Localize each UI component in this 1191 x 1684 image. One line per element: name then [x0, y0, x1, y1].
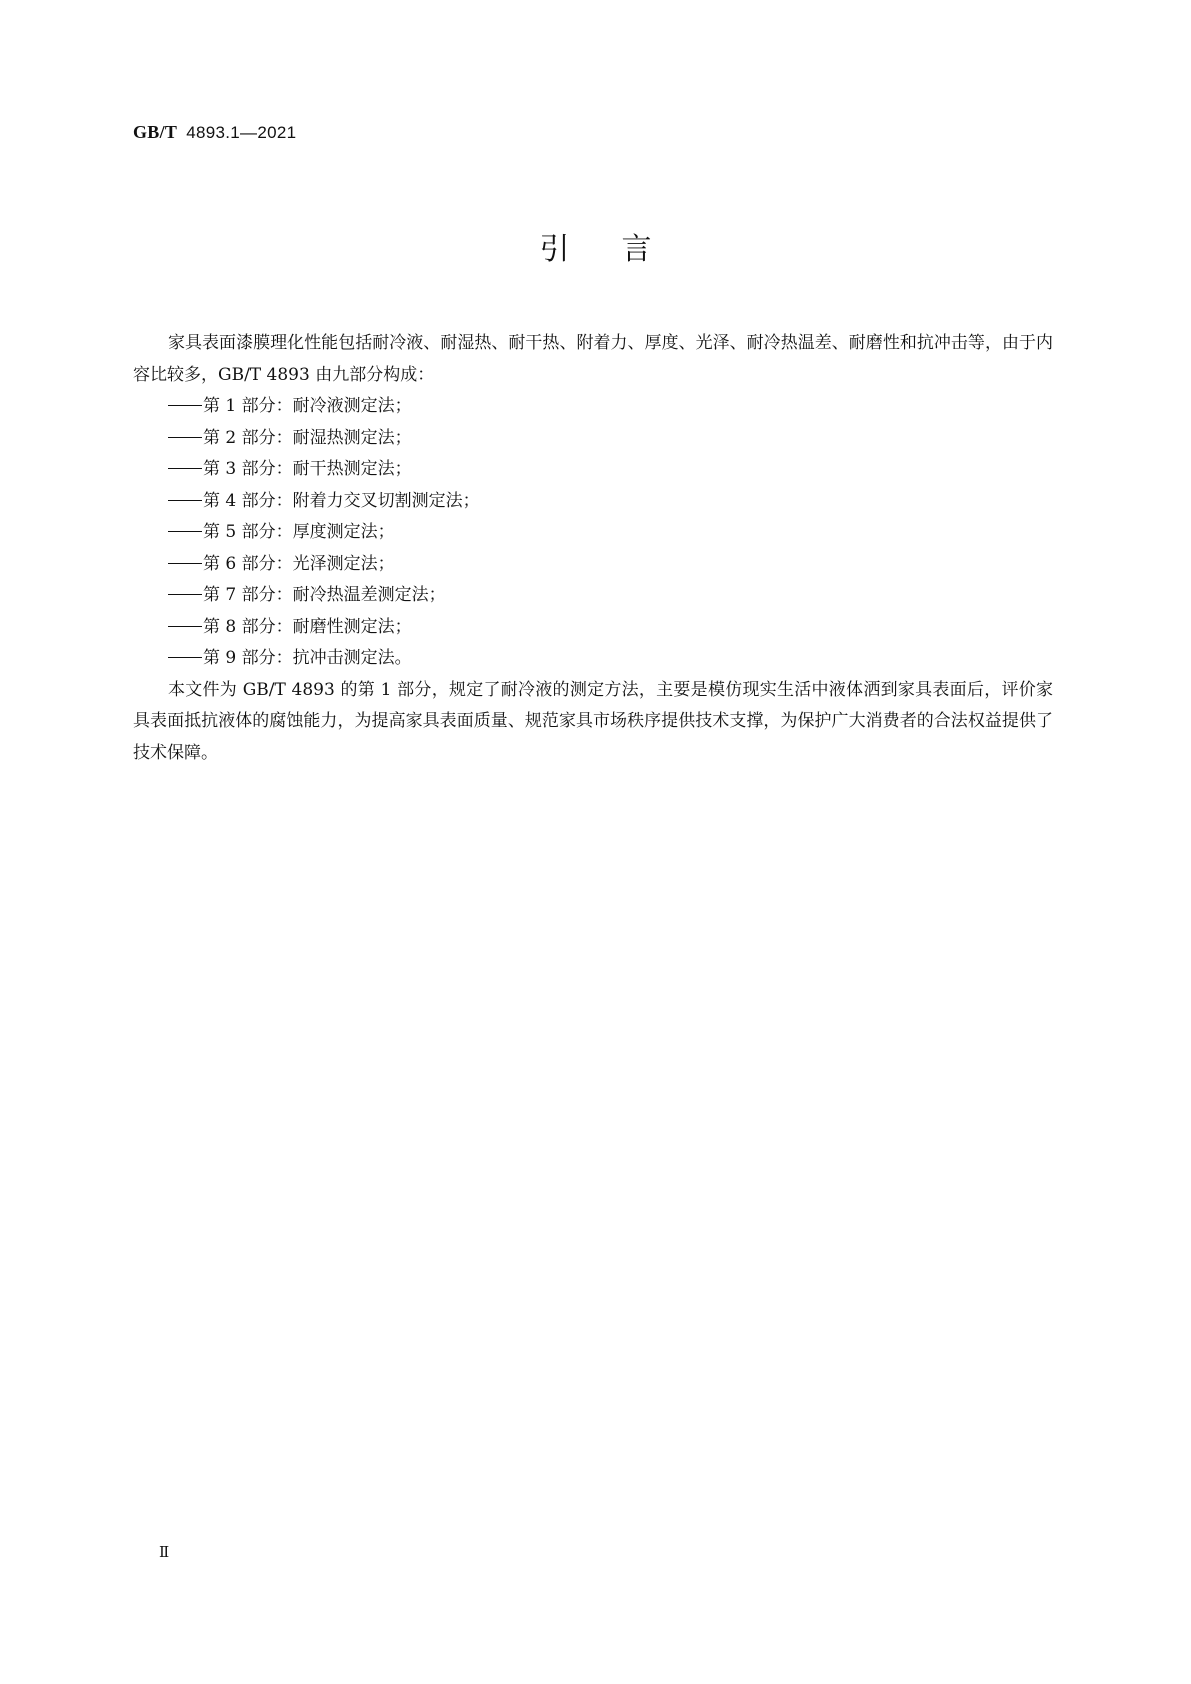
list-item: [133, 580, 1053, 612]
em-dash: [168, 657, 202, 658]
list-item: [133, 391, 1053, 423]
list-item: [133, 517, 1053, 549]
list-item-text: 第 2 部分：耐湿热测定法；: [203, 427, 412, 448]
document-body: [133, 328, 1053, 769]
standard-prefix: GB/T: [133, 122, 178, 142]
list-item: [133, 549, 1053, 581]
intro-paragraph: 家具表面漆膜理化性能包括耐冷液、耐湿热、耐干热、附着力、厚度、光泽、耐冷热温差、耐磨性和抗冲击等，由于内容比较多，GB/T 4893 由九部分构成：: [133, 333, 1053, 385]
em-dash: [168, 500, 202, 501]
page-title: 引言: [539, 232, 704, 267]
list-item: [133, 486, 1053, 518]
em-dash: [168, 626, 202, 627]
list-item: [133, 612, 1053, 644]
list-item-text: 第 7 部分：耐冷热温差测定法；: [203, 585, 446, 605]
list-item: [133, 423, 1053, 455]
parts-list: [133, 391, 1053, 675]
list-item-text: 第 4 部分：附着力交叉切割测定法；: [203, 490, 480, 511]
em-dash: [168, 405, 202, 406]
em-dash: [168, 468, 202, 469]
document-code: [133, 122, 296, 143]
em-dash: [168, 594, 202, 595]
em-dash: [168, 563, 202, 564]
list-item-text: 第 3 部分：耐干热测定法；: [203, 459, 412, 479]
em-dash: [168, 531, 202, 532]
list-item-text: 第 6 部分：光泽测定法；: [203, 553, 395, 574]
list-item-text: 第 5 部分：厚度测定法；: [203, 522, 395, 542]
list-item-text: 第 8 部分：耐磨性测定法；: [203, 616, 412, 637]
page-number: Ⅱ: [159, 1545, 170, 1561]
standard-number: 4893.1—2021: [186, 123, 297, 142]
list-item-text: 第 9 部分：抗冲击测定法。: [203, 648, 412, 668]
em-dash: [168, 437, 202, 438]
list-item: [133, 454, 1053, 486]
list-item-text: 第 1 部分：耐冷液测定法；: [203, 396, 412, 416]
closing-paragraph: 本文件为 GB/T 4893 的第 1 部分，规定了耐冷液的测定方法，主要是模仿现实生活中液体洒到家具表面后，评价家具表面抵抗液体的腐蚀能力，为提高家具表面质量、规范家具市场秩序提供技术支撑，为保护广大消费者的合法权益提供了技术保障。: [133, 679, 1053, 763]
list-item: [133, 643, 1053, 675]
